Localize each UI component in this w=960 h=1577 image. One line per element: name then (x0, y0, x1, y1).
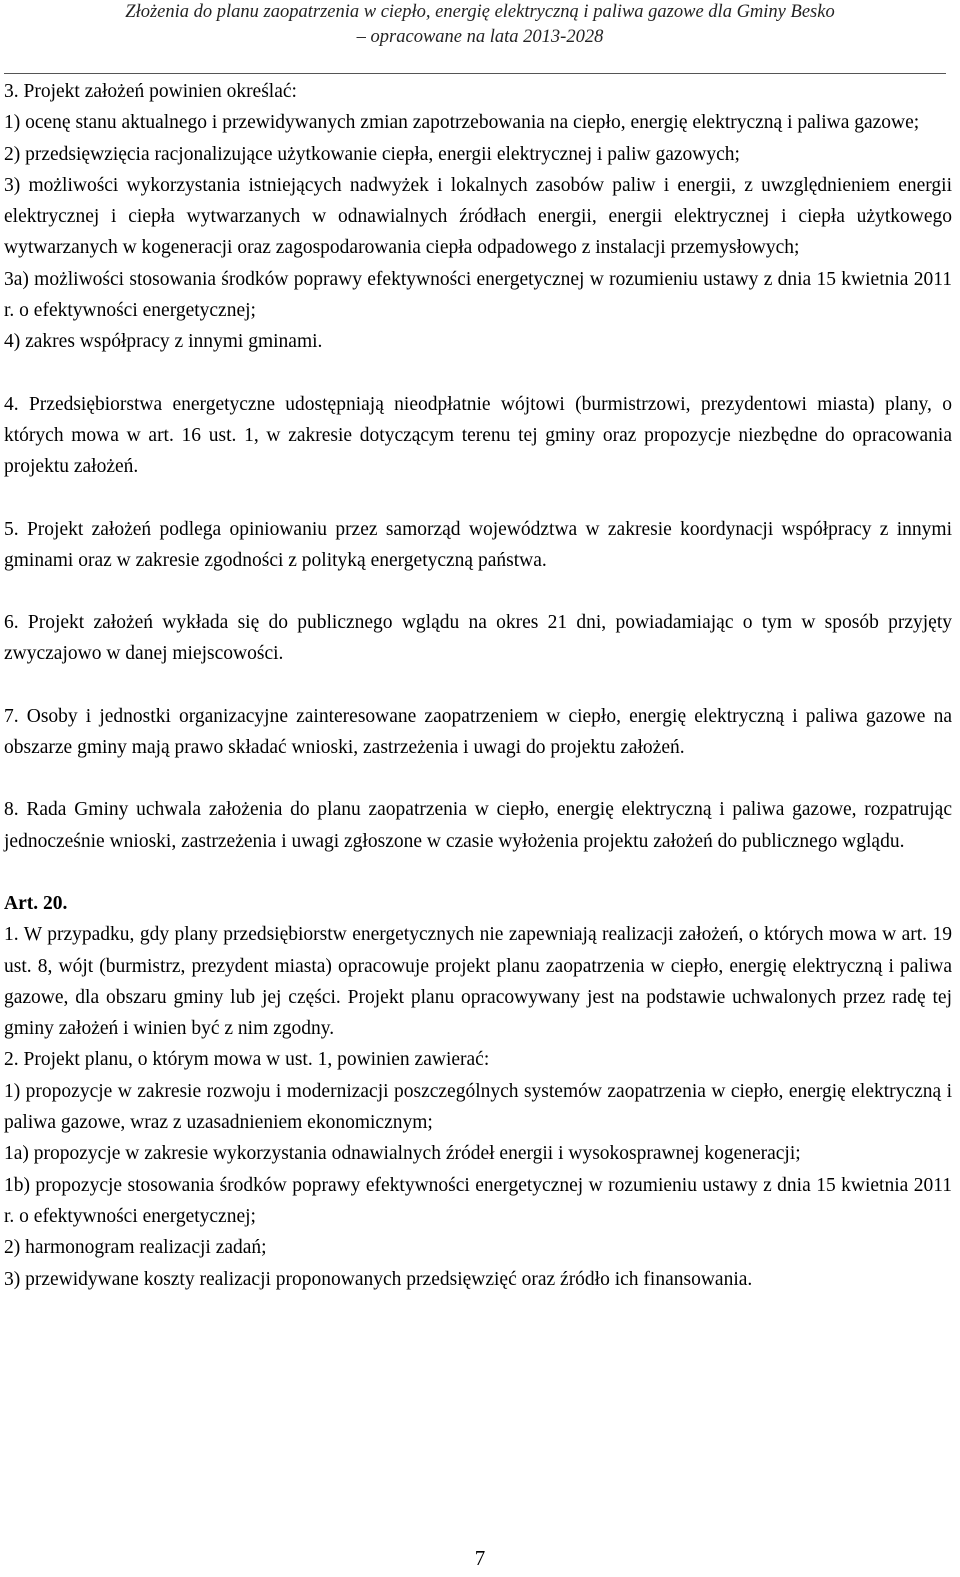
paragraph: 8. Rada Gminy uchwala założenia do planu zaopatrzenia w ciepło, energię elektryczną i paliwa gazowe, rozpatrując jednocześnie wnioski, zastrzeżenia i uwagi zgłoszone w czasie wyłożenia projektu założeń do publicznego wglądu. (4, 799, 952, 852)
header-divider (4, 73, 946, 74)
paragraph-gap (4, 857, 952, 888)
header-title: Złożenia do planu zaopatrzenia w ciepło, energię elektryczną i paliwa gazowe dla Gminy Besko (125, 2, 835, 22)
paragraph: 1a) propozycje w zakresie wykorzystania odnawialnych źródeł energii i wysokosprawnej kogeneracji; (4, 1143, 801, 1165)
paragraph: 2. Projekt planu, o którym mowa w ust. 1, powinien zawierać: (4, 1049, 490, 1071)
paragraph: 3a) możliwości stosowania środków poprawy efektywności energetycznej w rozumieniu ustawy z dnia 15 kwietnia 2011 r. o efektywności energetycznej; (4, 268, 952, 322)
page-number: 7 (474, 1546, 486, 1570)
paragraph: 1b) propozycje stosowania środków poprawy efektywności energetycznej w rozumieniu ustawy z dnia 15 kwietnia 2011 r. o efektywności energetycznej; (4, 1174, 952, 1227)
paragraph: 4. Przedsiębiorstwa energetyczne udostępniają nieodpłatnie wójtowi (burmistrzowi, prezydentowi miasta) plany, o których mowa w art. 16 ust. 1, w zakresie dotyczącym terenu tej gminy oraz propozycje niezbędne do opracowania projektu założeń. (4, 393, 952, 478)
paragraph: 3) przewidywane koszty realizacji proponowanych przedsięwzięć oraz źródło ich finansowania. (4, 1268, 753, 1290)
paragraph-gap (4, 483, 952, 514)
paragraph-gap (4, 670, 952, 701)
page-header (0, 0, 960, 50)
paragraph: 3. Projekt założeń powinien określać: (4, 81, 297, 102)
paragraph-gap (4, 576, 952, 607)
paragraph: 5. Projekt założeń podlega opiniowaniu przez samorząd województwa w zakresie koordynacji współpracy z innymi gminami oraz w zakresie zgodności z polityką energetyczną państwa. (4, 518, 952, 571)
article-heading: Art. 20. (4, 892, 68, 914)
paragraph: 2) harmonogram realizacji zadań; (4, 1237, 267, 1259)
header-subtitle: – opracowane na lata 2013-2028 (356, 27, 604, 47)
paragraph: 1) ocenę stanu aktualnego i przewidywanych zmian zapotrzebowania na ciepło, energię elektryczną i paliwa gazowe; (4, 112, 920, 134)
document-body (4, 76, 952, 1295)
paragraph: 3) możliwości wykorzystania istniejących nadwyżek i lokalnych zasobów paliw i energii, z uwzględnieniem energii elektrycznej i ciepła wytwarzanych w odnawialnych źródłach energii, energii elektrycznej i ciepła użytkowego wytwarzanych w kogeneracji oraz zagospodarowania ciepła odpadowego z instalacji przemysłowych; (4, 174, 952, 259)
paragraph: 1. W przypadku, gdy plany przedsiębiorstw energetycznych nie zapewniają realizacji założeń, o których mowa w art. 19 ust. 8, wójt (burmistrz, prezydent miasta) opracowuje projekt planu zaopatrzenia w ciepło, energię elektryczną i paliwa gazowe, dla obszaru gminy lub jej części. Projekt planu opracowywany jest na podstawie uchwalonych przez radę tej gminy założeń i winien być z nim zgodny. (4, 924, 952, 1040)
paragraph: 6. Projekt założeń wykłada się do publicznego wglądu na okres 21 dni, powiadamiając o tym w sposób przyjęty zwyczajowo w danej miejscowości. (4, 612, 952, 665)
paragraph: 1) propozycje w zakresie rozwoju i modernizacji poszczególnych systemów zaopatrzenia w ciepło, energię elektryczną i paliwa gazowe, wraz z uzasadnieniem ekonomicznym; (4, 1080, 952, 1134)
paragraph: 7. Osoby i jednostki organizacyjne zainteresowane zaopatrzeniem w ciepło, energię elektryczną i paliwa gazowe na obszarze gminy mają prawo składać wnioski, zastrzeżenia i uwagi do projektu założeń. (4, 705, 952, 759)
paragraph: 4) zakres współpracy z innymi gminami. (4, 331, 323, 353)
paragraph: 2) przedsięwzięcia racjonalizujące użytkowanie ciepła, energii elektrycznej i paliw gazowych; (4, 143, 740, 165)
paragraph-gap (4, 358, 952, 389)
paragraph-gap (4, 763, 952, 794)
